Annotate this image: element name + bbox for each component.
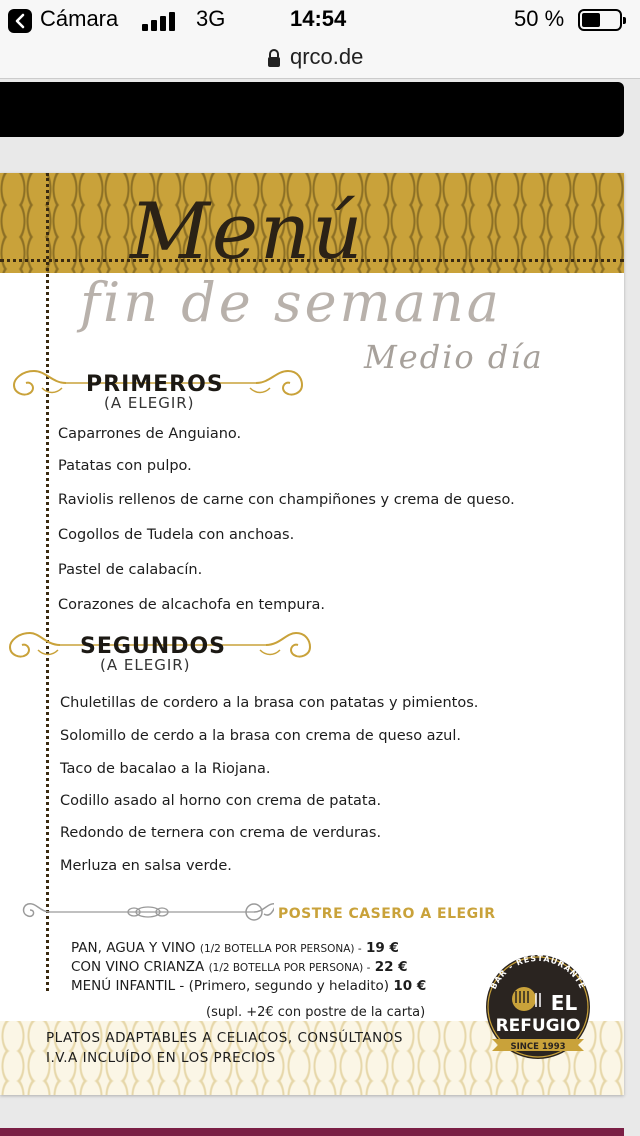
network-type: 3G bbox=[196, 6, 226, 31]
dish-item: Merluza en salsa verde. bbox=[60, 858, 232, 874]
dish-item: Raviolis rellenos de carne con champiñones y crema de queso. bbox=[58, 492, 515, 508]
dish-item: Pastel de calabacín. bbox=[58, 562, 203, 578]
dish-item: Patatas con pulpo. bbox=[58, 458, 192, 474]
menu-title: Menú bbox=[130, 187, 365, 277]
menu-image bbox=[0, 173, 624, 1095]
clock: 14:54 bbox=[290, 6, 347, 31]
dish-item: Caparrones de Anguiano. bbox=[58, 426, 242, 442]
svg-text:EL: EL bbox=[550, 991, 578, 1015]
primeros-heading bbox=[86, 372, 224, 412]
dessert-divider-icon bbox=[22, 895, 274, 929]
url-text[interactable]: qrco.de bbox=[290, 44, 364, 69]
supplement-note: (supl. +2€ con postre de la carta) bbox=[206, 1005, 426, 1020]
segundos-title: SEGUNDOS bbox=[80, 634, 227, 659]
svg-text:SINCE 1993: SINCE 1993 bbox=[510, 1042, 566, 1052]
menu-subtitle: fin de semana bbox=[80, 271, 502, 334]
menu-period: Medio día bbox=[364, 338, 544, 376]
primeros-title: PRIMEROS bbox=[86, 372, 224, 397]
celiac-note: PLATOS ADAPTABLES A CELIACOS, CONSÚLTANOS bbox=[46, 1030, 403, 1046]
price-line: CON VINO CRIANZA (1/2 BOTELLA POR PERSONA) - 22 € bbox=[71, 959, 408, 975]
vertical-dotted-line bbox=[46, 173, 49, 991]
dish-item: Solomillo de cerdo a la brasa con crema de queso azul. bbox=[60, 728, 462, 744]
next-image-strip bbox=[0, 1128, 624, 1136]
el-refugio-logo bbox=[478, 953, 598, 1063]
dish-item: Cogollos de Tudela con anchoas. bbox=[58, 527, 295, 543]
signal-strength-icon bbox=[142, 11, 176, 31]
svg-text:REFUGIO: REFUGIO bbox=[495, 1016, 581, 1036]
lock-icon bbox=[266, 48, 282, 68]
battery-icon bbox=[578, 9, 622, 31]
primeros-subtitle: (A ELEGIR) bbox=[104, 394, 195, 412]
status-bar bbox=[0, 0, 640, 40]
price-line: PAN, AGUA Y VINO (1/2 BOTELLA POR PERSONA) - 19 € bbox=[71, 940, 399, 956]
back-to-app-icon[interactable] bbox=[8, 9, 32, 33]
address-bar[interactable] bbox=[0, 40, 640, 79]
battery-percentage: 50 % bbox=[514, 6, 565, 31]
dish-item: Redondo de ternera con crema de verduras. bbox=[60, 825, 382, 841]
price-line: MENÚ INFANTIL - (Primero, segundo y heladito) 10 € bbox=[71, 978, 427, 994]
svg-text:BAR - RESTAURANTE: BAR - RESTAURANTE bbox=[488, 953, 588, 991]
back-app-label[interactable]: Cámara bbox=[40, 6, 119, 31]
segundos-subtitle: (A ELEGIR) bbox=[100, 656, 191, 674]
dish-item: Taco de bacalao a la Riojana. bbox=[60, 761, 271, 777]
dessert-label: POSTRE CASERO A ELEGIR bbox=[278, 906, 496, 922]
dish-item: Chuletillas de cordero a la brasa con patatas y pimientos. bbox=[60, 695, 479, 711]
segundos-heading bbox=[80, 634, 226, 674]
dish-item: Corazones de alcachofa en tempura. bbox=[58, 597, 326, 613]
dish-item: Codillo asado al horno con crema de patata. bbox=[60, 793, 382, 809]
vat-note: I.V.A INCLUÍDO EN LOS PRECIOS bbox=[46, 1050, 276, 1066]
page-header-banner bbox=[0, 82, 624, 137]
